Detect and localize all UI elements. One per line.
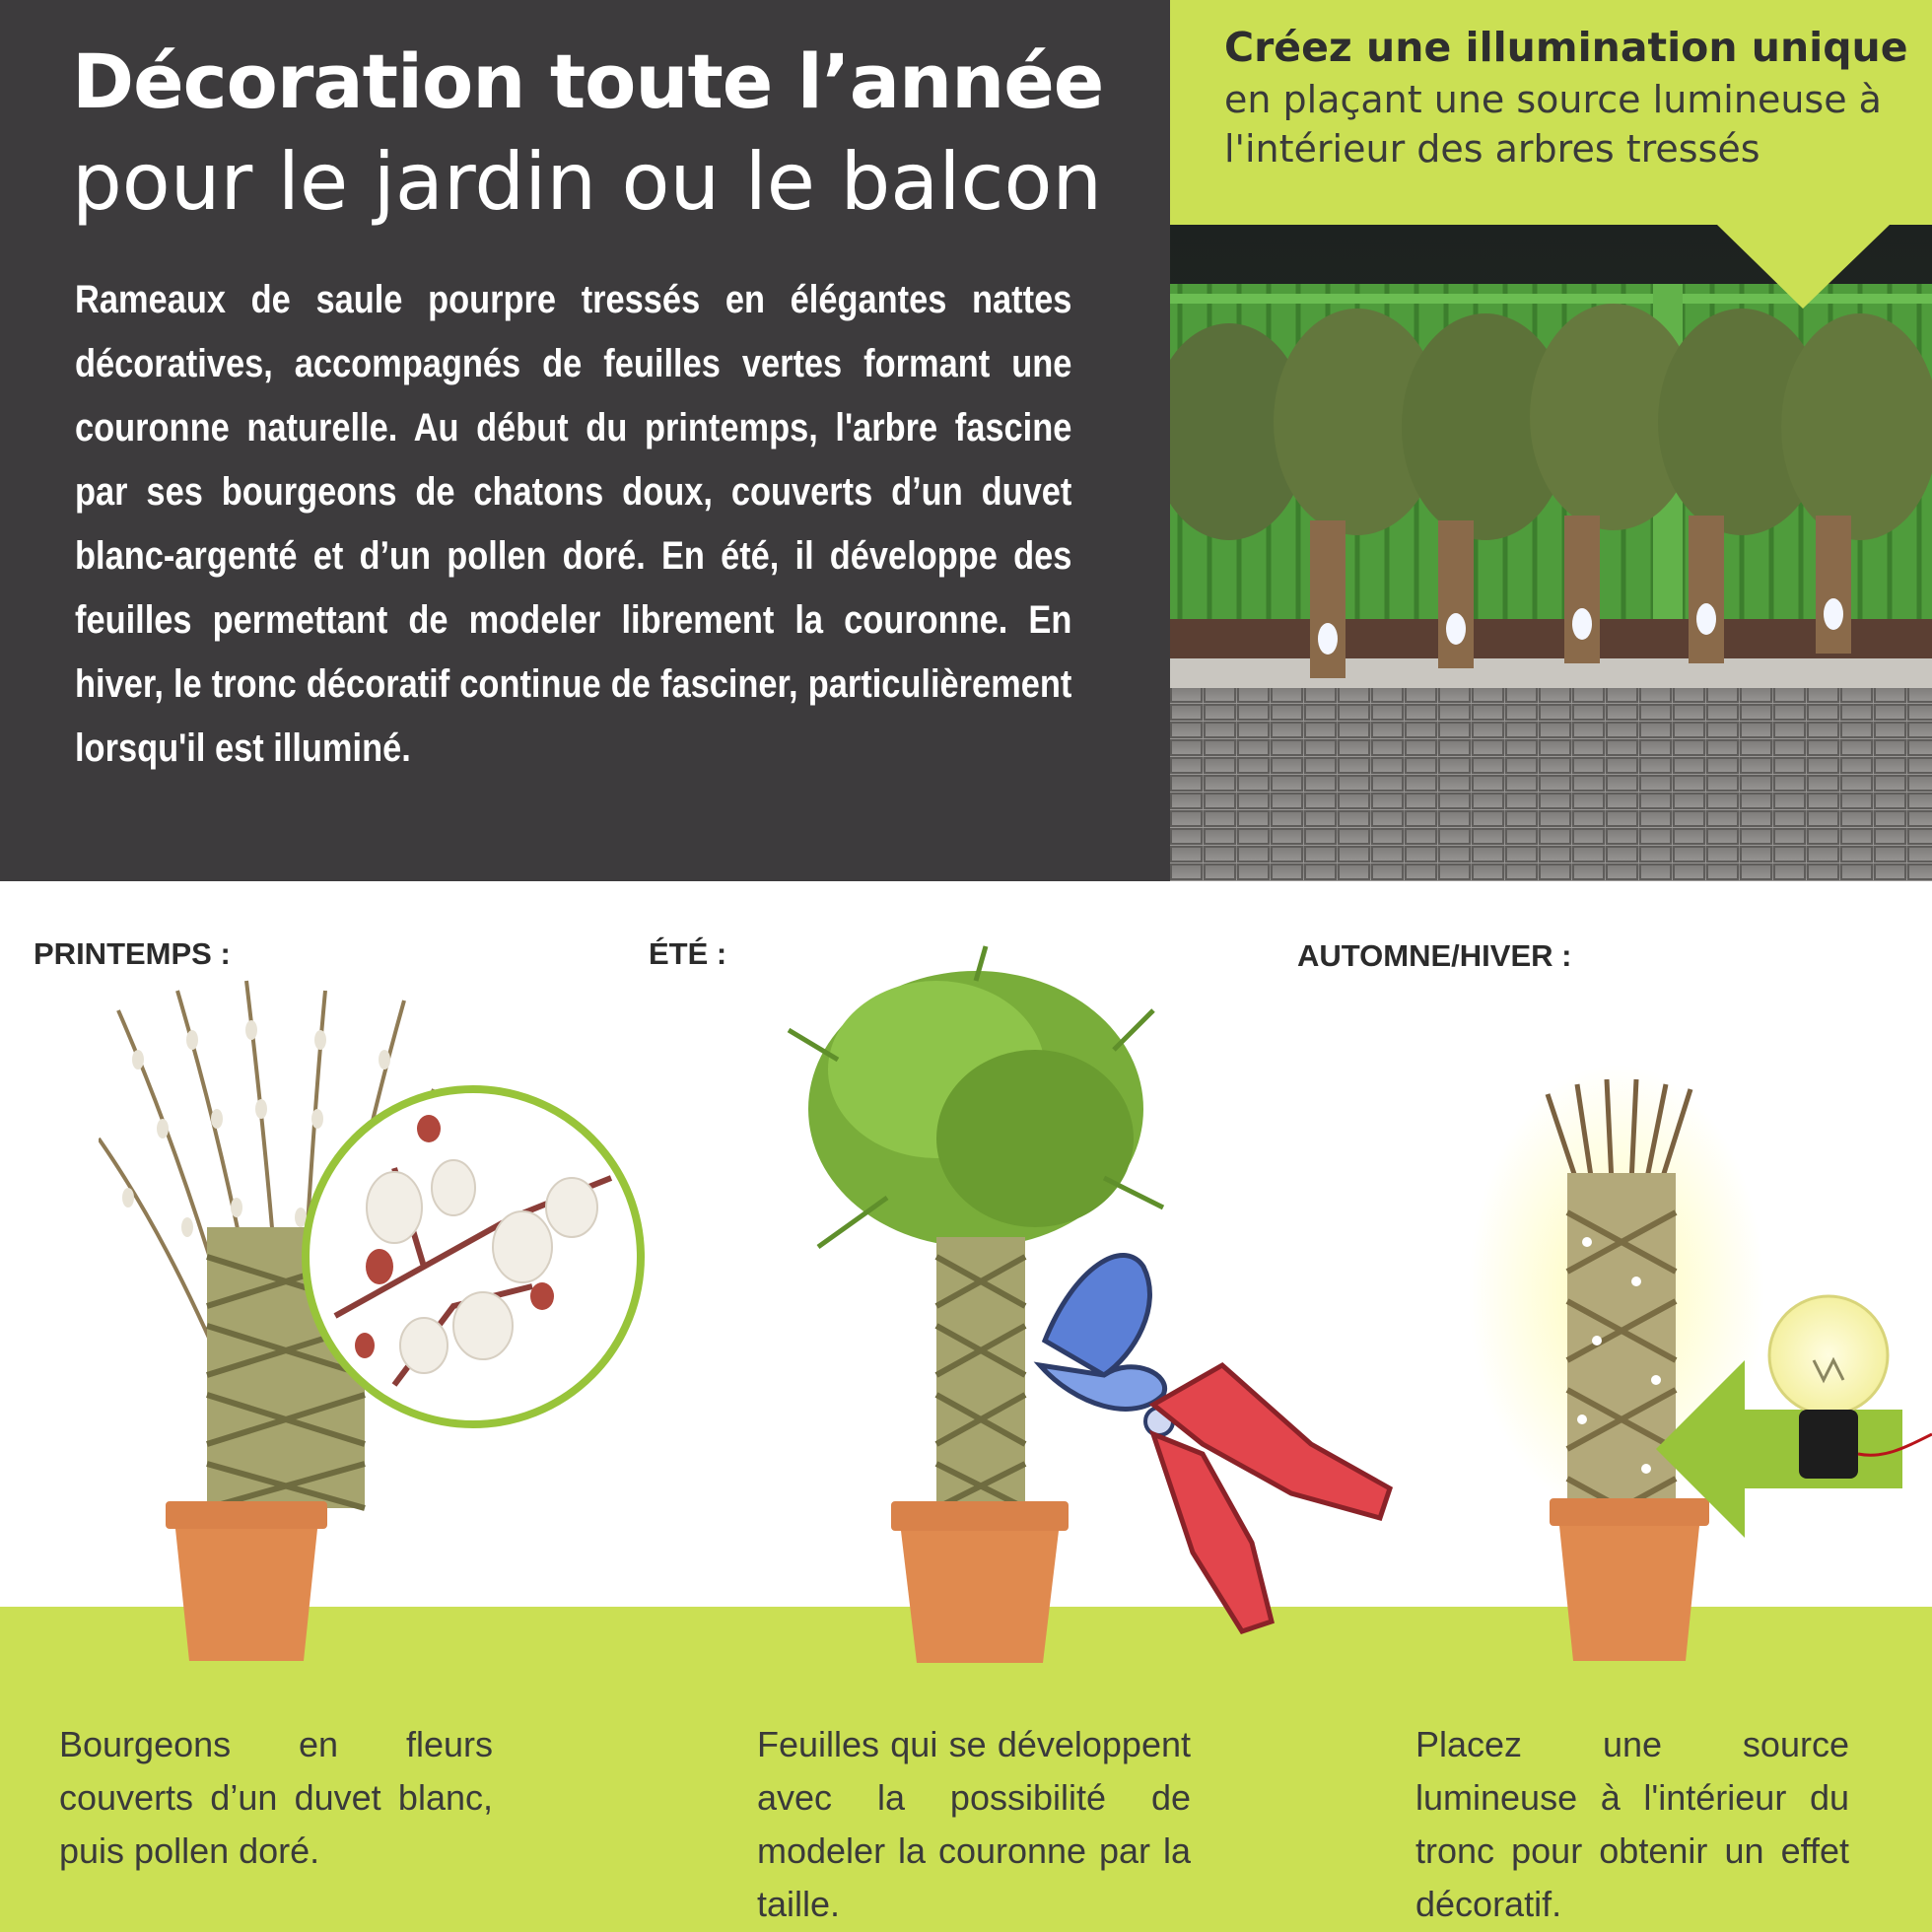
intro-paragraph: Rameaux de saule pourpre tressés en élégantes nattes décoratives, accompagnés de feuilles vertes formant une couronne naturelle. Au début du printemps, l'arbre fascine par ses bourgeons de chatons doux, couverts d’un duvet blanc-argenté et d’un pollen doré. En été, il développe des feuilles permettant de modeler librement la couronne. En hiver, le tronc décoratif continue de fasciner, particulièrement lorsqu'il est illuminé. bbox=[75, 278, 1072, 770]
terracotta-pot bbox=[891, 1501, 1069, 1663]
catkin-closeup bbox=[306, 1089, 641, 1424]
season-desc-autumn-winter: Placez une source lumineuse à l'intérieur du tronc pour obtenir un effet décoratif. bbox=[1415, 1724, 1849, 1924]
spring-plant-illustration bbox=[99, 971, 651, 1671]
season-label-autumn-winter: AUTOMNE/HIVER : bbox=[1297, 938, 1572, 973]
season-desc-spring: Bourgeons en fleurs couverts d’un duvet blanc, puis pollen doré. bbox=[59, 1724, 493, 1871]
summer-plant-illustration bbox=[779, 941, 1410, 1671]
terracotta-pot bbox=[1550, 1498, 1709, 1661]
page-subtitle: pour le jardin ou le balcon bbox=[72, 136, 1103, 228]
terracotta-pot bbox=[166, 1501, 327, 1661]
season-label-spring: PRINTEMPS : bbox=[34, 936, 231, 971]
braided-trunk bbox=[936, 1237, 1025, 1513]
leafy-crown bbox=[789, 946, 1163, 1247]
callout-body: en plaçant une source lumineuse à l'intérieur des arbres tressés bbox=[1224, 78, 1882, 171]
autumn-winter-plant-illustration bbox=[1469, 1065, 1932, 1676]
page-title: Décoration toute l’année bbox=[72, 37, 1104, 125]
season-label-summer: ÉTÉ : bbox=[649, 936, 727, 971]
pruning-shears-icon bbox=[1040, 1256, 1390, 1631]
lit-trees-photo bbox=[1170, 225, 1932, 881]
season-desc-summer: Feuilles qui se développent avec la possibilité de modeler la couronne par la taille. bbox=[757, 1724, 1191, 1924]
callout-title: Créez une illumination unique bbox=[1224, 24, 1908, 71]
